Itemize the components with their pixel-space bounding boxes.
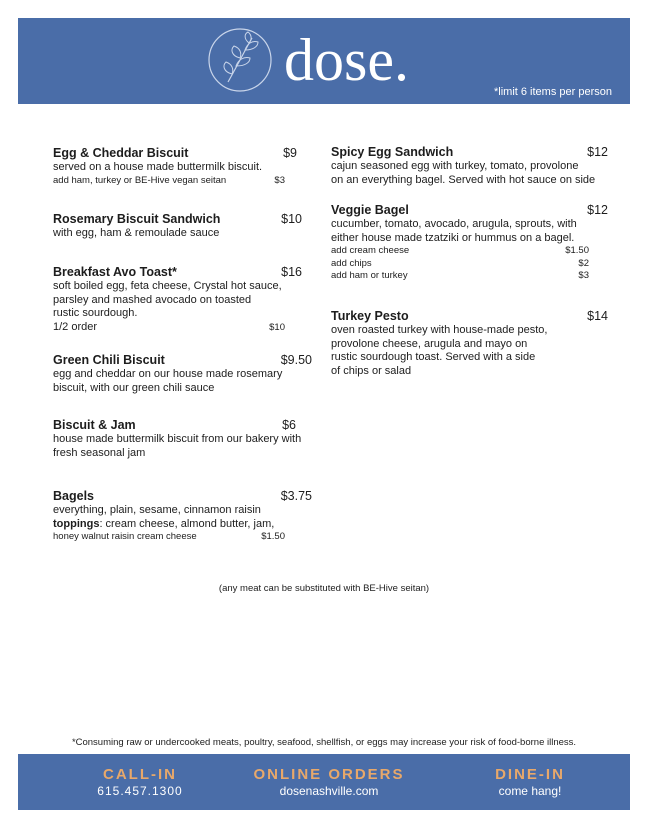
item-name: Spicy Egg Sandwich — [331, 145, 454, 159]
menu-item-breakfast-avo-toast — [53, 264, 302, 334]
food-safety-disclaimer: *Consuming raw or undercooked meats, poultry, seafood, shellfish, or eggs may increase your risk of food-borne illness. — [71, 737, 577, 748]
item-name: Rosemary Biscuit Sandwich — [53, 212, 221, 226]
menu-item-egg-cheddar-biscuit — [53, 145, 297, 187]
item-price: $9.50 — [280, 353, 312, 367]
menu-item-green-chili-biscuit — [53, 352, 312, 395]
call-in-label: CALL-IN — [103, 766, 177, 783]
item-price: $16 — [281, 265, 302, 279]
item-description: everything, plain, sesame, cinnamon raisin — [53, 504, 261, 516]
item-description: rustic sourdough toast. Served with a side — [331, 351, 536, 363]
item-description: cucumber, tomato, avocado, arugula, sprouts, with — [331, 218, 577, 230]
menu-item-biscuit-and-jam — [53, 417, 308, 460]
phone-number[interactable]: 615.457.1300 — [97, 784, 183, 798]
brand-logo-text: dose. — [284, 27, 409, 93]
item-description: cajun seasoned egg with turkey, tomato, provolone — [331, 160, 579, 172]
item-addon: add ham, turkey or BE-Hive vegan seitan — [53, 174, 227, 186]
item-price: $6 — [282, 418, 296, 432]
item-name: Veggie Bagel — [331, 203, 409, 217]
item-addon-price: $1.50 — [261, 531, 285, 542]
item-description: on an everything bagel. Served with hot sauce on side — [331, 173, 596, 186]
item-description: oven roasted turkey with house-made pesto, — [331, 324, 548, 336]
item-name: Bagels — [53, 489, 94, 503]
item-description: egg and cheddar on our house made rosemary — [53, 368, 283, 380]
item-description: with egg, ham & remoulade sauce — [53, 227, 220, 239]
item-name: Breakfast Avo Toast* — [53, 265, 177, 279]
menu-item-veggie-bagel — [331, 202, 608, 283]
dine-in-label: DINE-IN — [495, 766, 565, 783]
item-description: biscuit, with our green chili sauce — [53, 381, 215, 394]
item-description: soft boiled egg, feta cheese, Crystal hot sauce, — [53, 280, 282, 292]
item-half-order-price: $10 — [269, 321, 285, 333]
item-addon-price: $2 — [578, 257, 589, 269]
item-description: of chips or salad — [331, 364, 412, 377]
item-description: either house made tzatziki or hummus on a bagel. — [331, 231, 575, 244]
dine-in-tagline: come hang! — [498, 784, 562, 798]
item-addon: honey walnut raisin cream cheese — [53, 531, 197, 542]
item-addon-price: $3 — [274, 174, 285, 186]
website-link[interactable]: dosenashville.com — [279, 784, 379, 798]
item-half-order: 1/2 order — [53, 320, 98, 333]
item-price: $9 — [283, 146, 297, 160]
dine-in-block — [480, 766, 580, 799]
item-price: $14 — [587, 309, 608, 323]
limit-note: *limit 6 items per person — [494, 86, 612, 98]
item-description: parsley and mashed avocado on toasted — [53, 293, 252, 306]
item-addon-price: $1.50 — [565, 245, 589, 256]
item-price: $10 — [281, 212, 302, 226]
item-name: Turkey Pesto — [331, 309, 409, 323]
toppings-label: toppings — [53, 517, 100, 530]
item-addon: add cream cheese — [331, 245, 410, 256]
online-orders-label: ONLINE ORDERS — [253, 766, 405, 783]
item-description: rustic sourdough. — [53, 307, 138, 319]
item-addon: add chips — [331, 257, 372, 269]
item-price: $12 — [587, 145, 608, 159]
call-in-block — [80, 766, 200, 799]
menu-item-turkey-pesto — [331, 308, 608, 378]
menu-item-bagels — [53, 488, 312, 544]
toppings-list: : cream cheese, almond butter, jam, — [99, 517, 275, 530]
item-description: provolone cheese, arugula and mayo on — [331, 337, 528, 350]
item-addon-price: $3 — [578, 270, 589, 281]
item-description: served on a house made buttermilk biscuit. — [53, 161, 263, 173]
item-name: Biscuit & Jam — [53, 418, 136, 432]
item-toppings — [53, 518, 312, 532]
item-name: Egg & Cheddar Biscuit — [53, 146, 189, 160]
item-price: $3.75 — [280, 489, 312, 503]
header-banner — [18, 18, 630, 104]
online-orders-block — [244, 766, 414, 799]
menu-item-spicy-egg-sandwich — [331, 144, 608, 187]
item-name: Green Chili Biscuit — [53, 353, 165, 367]
leaf-circle-icon — [206, 26, 274, 94]
footer-banner — [18, 754, 630, 810]
item-addon: add ham or turkey — [331, 270, 408, 281]
seitan-substitution-note: (any meat can be substituted with BE-Hive seitan) — [218, 583, 430, 594]
item-description: house made buttermilk biscuit from our bakery with — [53, 433, 302, 445]
menu-item-rosemary-biscuit-sandwich — [53, 211, 302, 241]
item-description: fresh seasonal jam — [53, 446, 146, 459]
item-price: $12 — [587, 203, 608, 217]
